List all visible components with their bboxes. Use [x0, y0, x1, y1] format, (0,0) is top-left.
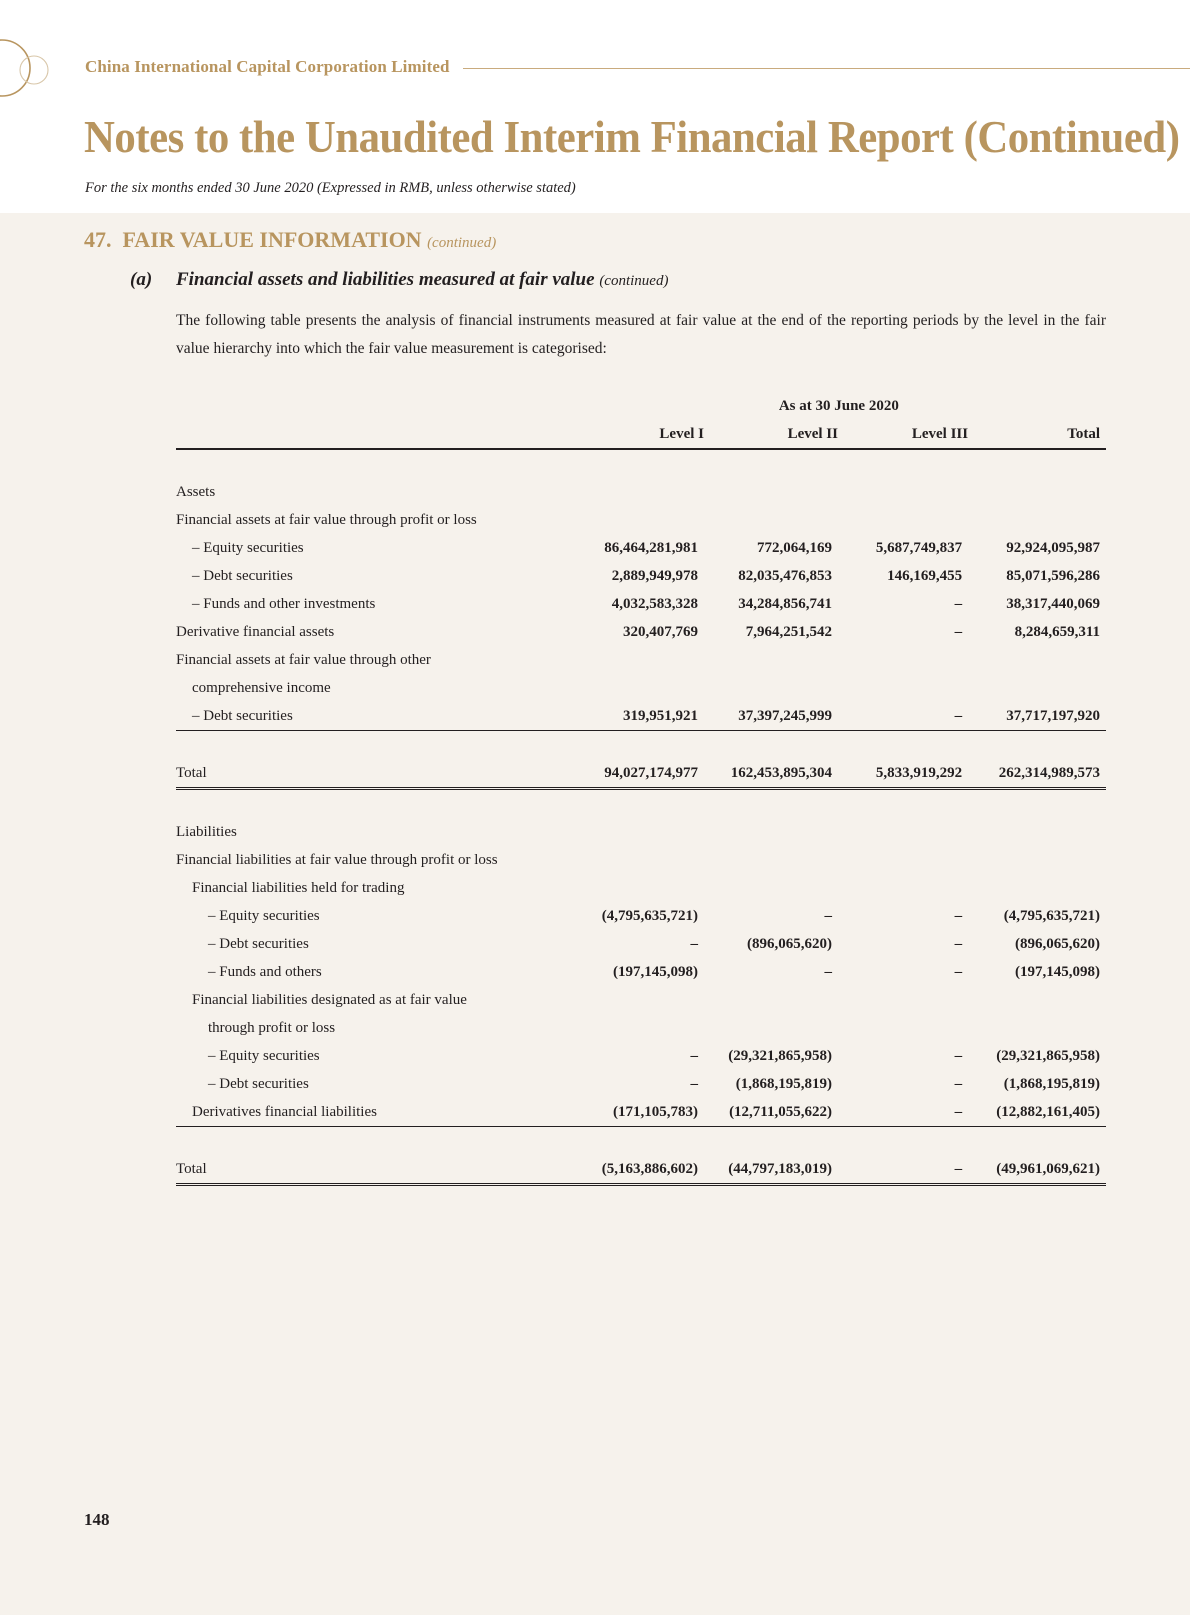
- cell-total: 37,717,197,920: [968, 702, 1106, 731]
- cell-level-1: 4,032,583,328: [611, 595, 698, 612]
- cell-level-3: –: [954, 963, 963, 980]
- cell-total: (4,795,635,721): [1003, 907, 1100, 924]
- table-period-header: [176, 392, 1106, 420]
- table-row: [176, 1070, 1106, 1098]
- cell-total: [968, 874, 1106, 902]
- cell-total: [968, 506, 1106, 534]
- group-heading: Liabilities: [176, 823, 237, 840]
- cell-level-2: 7,964,251,542: [745, 623, 832, 640]
- row-label: Financial liabilities held for trading: [192, 879, 405, 896]
- table-row: [176, 1014, 1106, 1042]
- cell-level-2: [704, 846, 838, 874]
- cell-level-1: 86,464,281,981: [604, 539, 698, 556]
- table-row: [176, 534, 1106, 562]
- row-label: comprehensive income: [192, 679, 331, 696]
- cell-level-2: (44,797,183,019): [704, 1155, 838, 1185]
- cell-level-1: [572, 874, 704, 902]
- page-number: 148: [84, 1510, 110, 1529]
- cell-level-2: 162,453,895,304: [704, 759, 838, 789]
- page-subtitle: For the six months ended 30 June 2020 (Expressed in RMB, unless otherwise stated): [85, 180, 576, 196]
- cell-total: [968, 646, 1106, 674]
- table-row: [176, 930, 1106, 958]
- cell-level-2: 37,397,245,999: [704, 702, 838, 731]
- subsection-title: Financial assets and liabilities measured at fair value: [176, 269, 595, 290]
- cell-level-1: [572, 646, 704, 674]
- row-label: Derivative financial assets: [176, 623, 335, 640]
- table-row: [176, 562, 1106, 590]
- period-label: As at 30 June 2020: [778, 397, 899, 414]
- row-label: – Equity securities: [208, 907, 320, 924]
- row-label: through profit or loss: [208, 1019, 336, 1036]
- spacer-row: [176, 1127, 1106, 1156]
- cell-level-1: (197,145,098): [612, 963, 698, 980]
- fair-value-table: [176, 392, 1106, 1186]
- cell-level-2: –: [824, 963, 832, 980]
- cell-total: [968, 986, 1106, 1014]
- cell-level-1: 319,951,921: [572, 702, 704, 731]
- section-number: 47.: [84, 227, 112, 252]
- row-label: Total: [176, 759, 572, 789]
- company-name: China International Capital Corporation Limited: [85, 57, 450, 76]
- cell-level-2: [704, 506, 838, 534]
- cell-level-2: 34,284,856,741: [738, 595, 832, 612]
- cell-level-1: 320,407,769: [622, 623, 698, 640]
- cell-level-3: –: [838, 702, 968, 731]
- cell-level-1: [572, 506, 704, 534]
- company-logo-icon: [0, 38, 60, 100]
- row-label: Financial assets at fair value through profit or loss: [176, 511, 477, 528]
- cell-level-3: –: [954, 623, 963, 640]
- subsection-letter: (a): [130, 269, 153, 290]
- cell-level-2: [704, 646, 838, 674]
- cell-level-2: (1,868,195,819): [735, 1075, 832, 1092]
- cell-level-3: [838, 674, 968, 702]
- column-header: Level I: [572, 420, 704, 449]
- cell-level-3: 146,169,455: [887, 567, 963, 584]
- cell-total: (197,145,098): [1015, 963, 1100, 980]
- cell-level-2: –: [824, 907, 832, 924]
- cell-level-3: [838, 846, 968, 874]
- row-label: Financial liabilities designated as at fair value: [192, 991, 467, 1008]
- cell-level-3: –: [954, 1075, 963, 1092]
- cell-total: (29,321,865,958): [996, 1047, 1100, 1064]
- cell-level-2: 772,064,169: [756, 539, 832, 556]
- cell-total: 85,071,596,286: [1006, 567, 1100, 584]
- cell-total: [968, 1014, 1106, 1042]
- table-row: [176, 1042, 1106, 1070]
- cell-level-2: [704, 986, 838, 1014]
- cell-level-1: –: [690, 1047, 698, 1064]
- cell-level-1: (4,795,635,721): [601, 907, 698, 924]
- section-heading: [84, 227, 496, 253]
- table-row: [176, 958, 1106, 986]
- section-title: FAIR VALUE INFORMATION: [122, 227, 422, 252]
- table-row: [176, 986, 1106, 1014]
- spacer-row: [176, 449, 1106, 478]
- table-row: [176, 902, 1106, 930]
- spacer-row: [176, 789, 1106, 819]
- row-label: – Debt securities: [192, 567, 293, 584]
- cell-total: 38,317,440,069: [1006, 595, 1100, 612]
- column-header: Level II: [704, 420, 838, 449]
- table-row: [176, 674, 1106, 702]
- row-label: Financial liabilities at fair value through profit or loss: [176, 851, 498, 868]
- header-divider: [463, 68, 1190, 69]
- row-label: – Funds and other investments: [192, 595, 376, 612]
- table-row: [176, 506, 1106, 534]
- table-row: [176, 618, 1106, 646]
- cell-level-1: 94,027,174,977: [572, 759, 704, 789]
- cell-total: (12,882,161,405): [968, 1098, 1106, 1127]
- subsection-continued: (continued): [599, 273, 669, 289]
- page-title: Notes to the Unaudited Interim Financial Report (Continued): [84, 111, 1180, 162]
- table-row: [176, 590, 1106, 618]
- cell-total: [968, 674, 1106, 702]
- cell-level-1: [572, 846, 704, 874]
- cell-level-2: [704, 874, 838, 902]
- cell-level-1: –: [690, 1075, 698, 1092]
- cell-level-3: [838, 1014, 968, 1042]
- assets-total-row: [176, 759, 1106, 789]
- cell-level-2: [704, 674, 838, 702]
- assets-heading: [176, 478, 1106, 506]
- subsection-heading: [130, 269, 668, 291]
- cell-level-3: [838, 646, 968, 674]
- cell-total: 8,284,659,311: [1014, 623, 1100, 640]
- row-label: – Equity securities: [192, 539, 304, 556]
- table-row: [176, 846, 1106, 874]
- cell-level-2: (12,711,055,622): [704, 1098, 838, 1127]
- cell-level-2: [704, 1014, 838, 1042]
- cell-level-3: 5,687,749,837: [875, 539, 963, 556]
- column-header: Level III: [838, 420, 968, 449]
- cell-level-1: 2,889,949,978: [611, 567, 698, 584]
- cell-level-2: 82,035,476,853: [738, 567, 832, 584]
- cell-total: 92,924,095,987: [1006, 539, 1100, 556]
- cell-level-1: [572, 674, 704, 702]
- column-header: Total: [968, 420, 1106, 449]
- table-column-header: [176, 420, 1106, 449]
- cell-level-3: [838, 986, 968, 1014]
- cell-level-3: –: [954, 907, 963, 924]
- cell-level-1: [572, 986, 704, 1014]
- row-label: Derivatives financial liabilities: [176, 1098, 572, 1127]
- group-heading: Assets: [176, 483, 216, 500]
- row-label: – Funds and others: [208, 963, 322, 980]
- table-row: [176, 702, 1106, 731]
- cell-total: [968, 846, 1106, 874]
- row-label: – Debt securities: [208, 935, 309, 952]
- cell-level-3: 5,833,919,292: [838, 759, 968, 789]
- cell-level-3: –: [954, 935, 963, 952]
- cell-level-2: (29,321,865,958): [728, 1047, 832, 1064]
- cell-level-3: –: [954, 595, 963, 612]
- cell-level-3: –: [838, 1098, 968, 1127]
- cell-level-1: (171,105,783): [572, 1098, 704, 1127]
- row-label: – Debt securities: [176, 702, 572, 731]
- table-row: [176, 646, 1106, 674]
- cell-total: (1,868,195,819): [1003, 1075, 1100, 1092]
- intro-paragraph: The following table presents the analysis of financial instruments measured at fair value at the end of the reporting periods by the level in the fair value hierarchy into which the fair value measurement is categorised:: [176, 312, 1106, 357]
- spacer-row: [176, 731, 1106, 760]
- cell-level-3: –: [838, 1155, 968, 1185]
- row-label: – Debt securities: [208, 1075, 309, 1092]
- table-row: [176, 1098, 1106, 1127]
- row-label: Total: [176, 1155, 572, 1185]
- cell-level-1: –: [690, 935, 698, 952]
- cell-total: (49,961,069,621): [968, 1155, 1106, 1185]
- cell-total: 262,314,989,573: [968, 759, 1106, 789]
- liabilities-total-row: [176, 1155, 1106, 1185]
- row-label: Financial assets at fair value through other: [176, 651, 431, 668]
- cell-level-2: (896,065,620): [746, 935, 832, 952]
- section-continued: (continued): [427, 235, 497, 251]
- table-row: [176, 874, 1106, 902]
- cell-level-3: [838, 874, 968, 902]
- cell-level-1: (5,163,886,602): [572, 1155, 704, 1185]
- liabilities-heading: [176, 818, 1106, 846]
- cell-level-3: –: [954, 1047, 963, 1064]
- row-label: – Equity securities: [208, 1047, 320, 1064]
- cell-total: (896,065,620): [1015, 935, 1100, 952]
- cell-level-1: [572, 1014, 704, 1042]
- cell-level-3: [838, 506, 968, 534]
